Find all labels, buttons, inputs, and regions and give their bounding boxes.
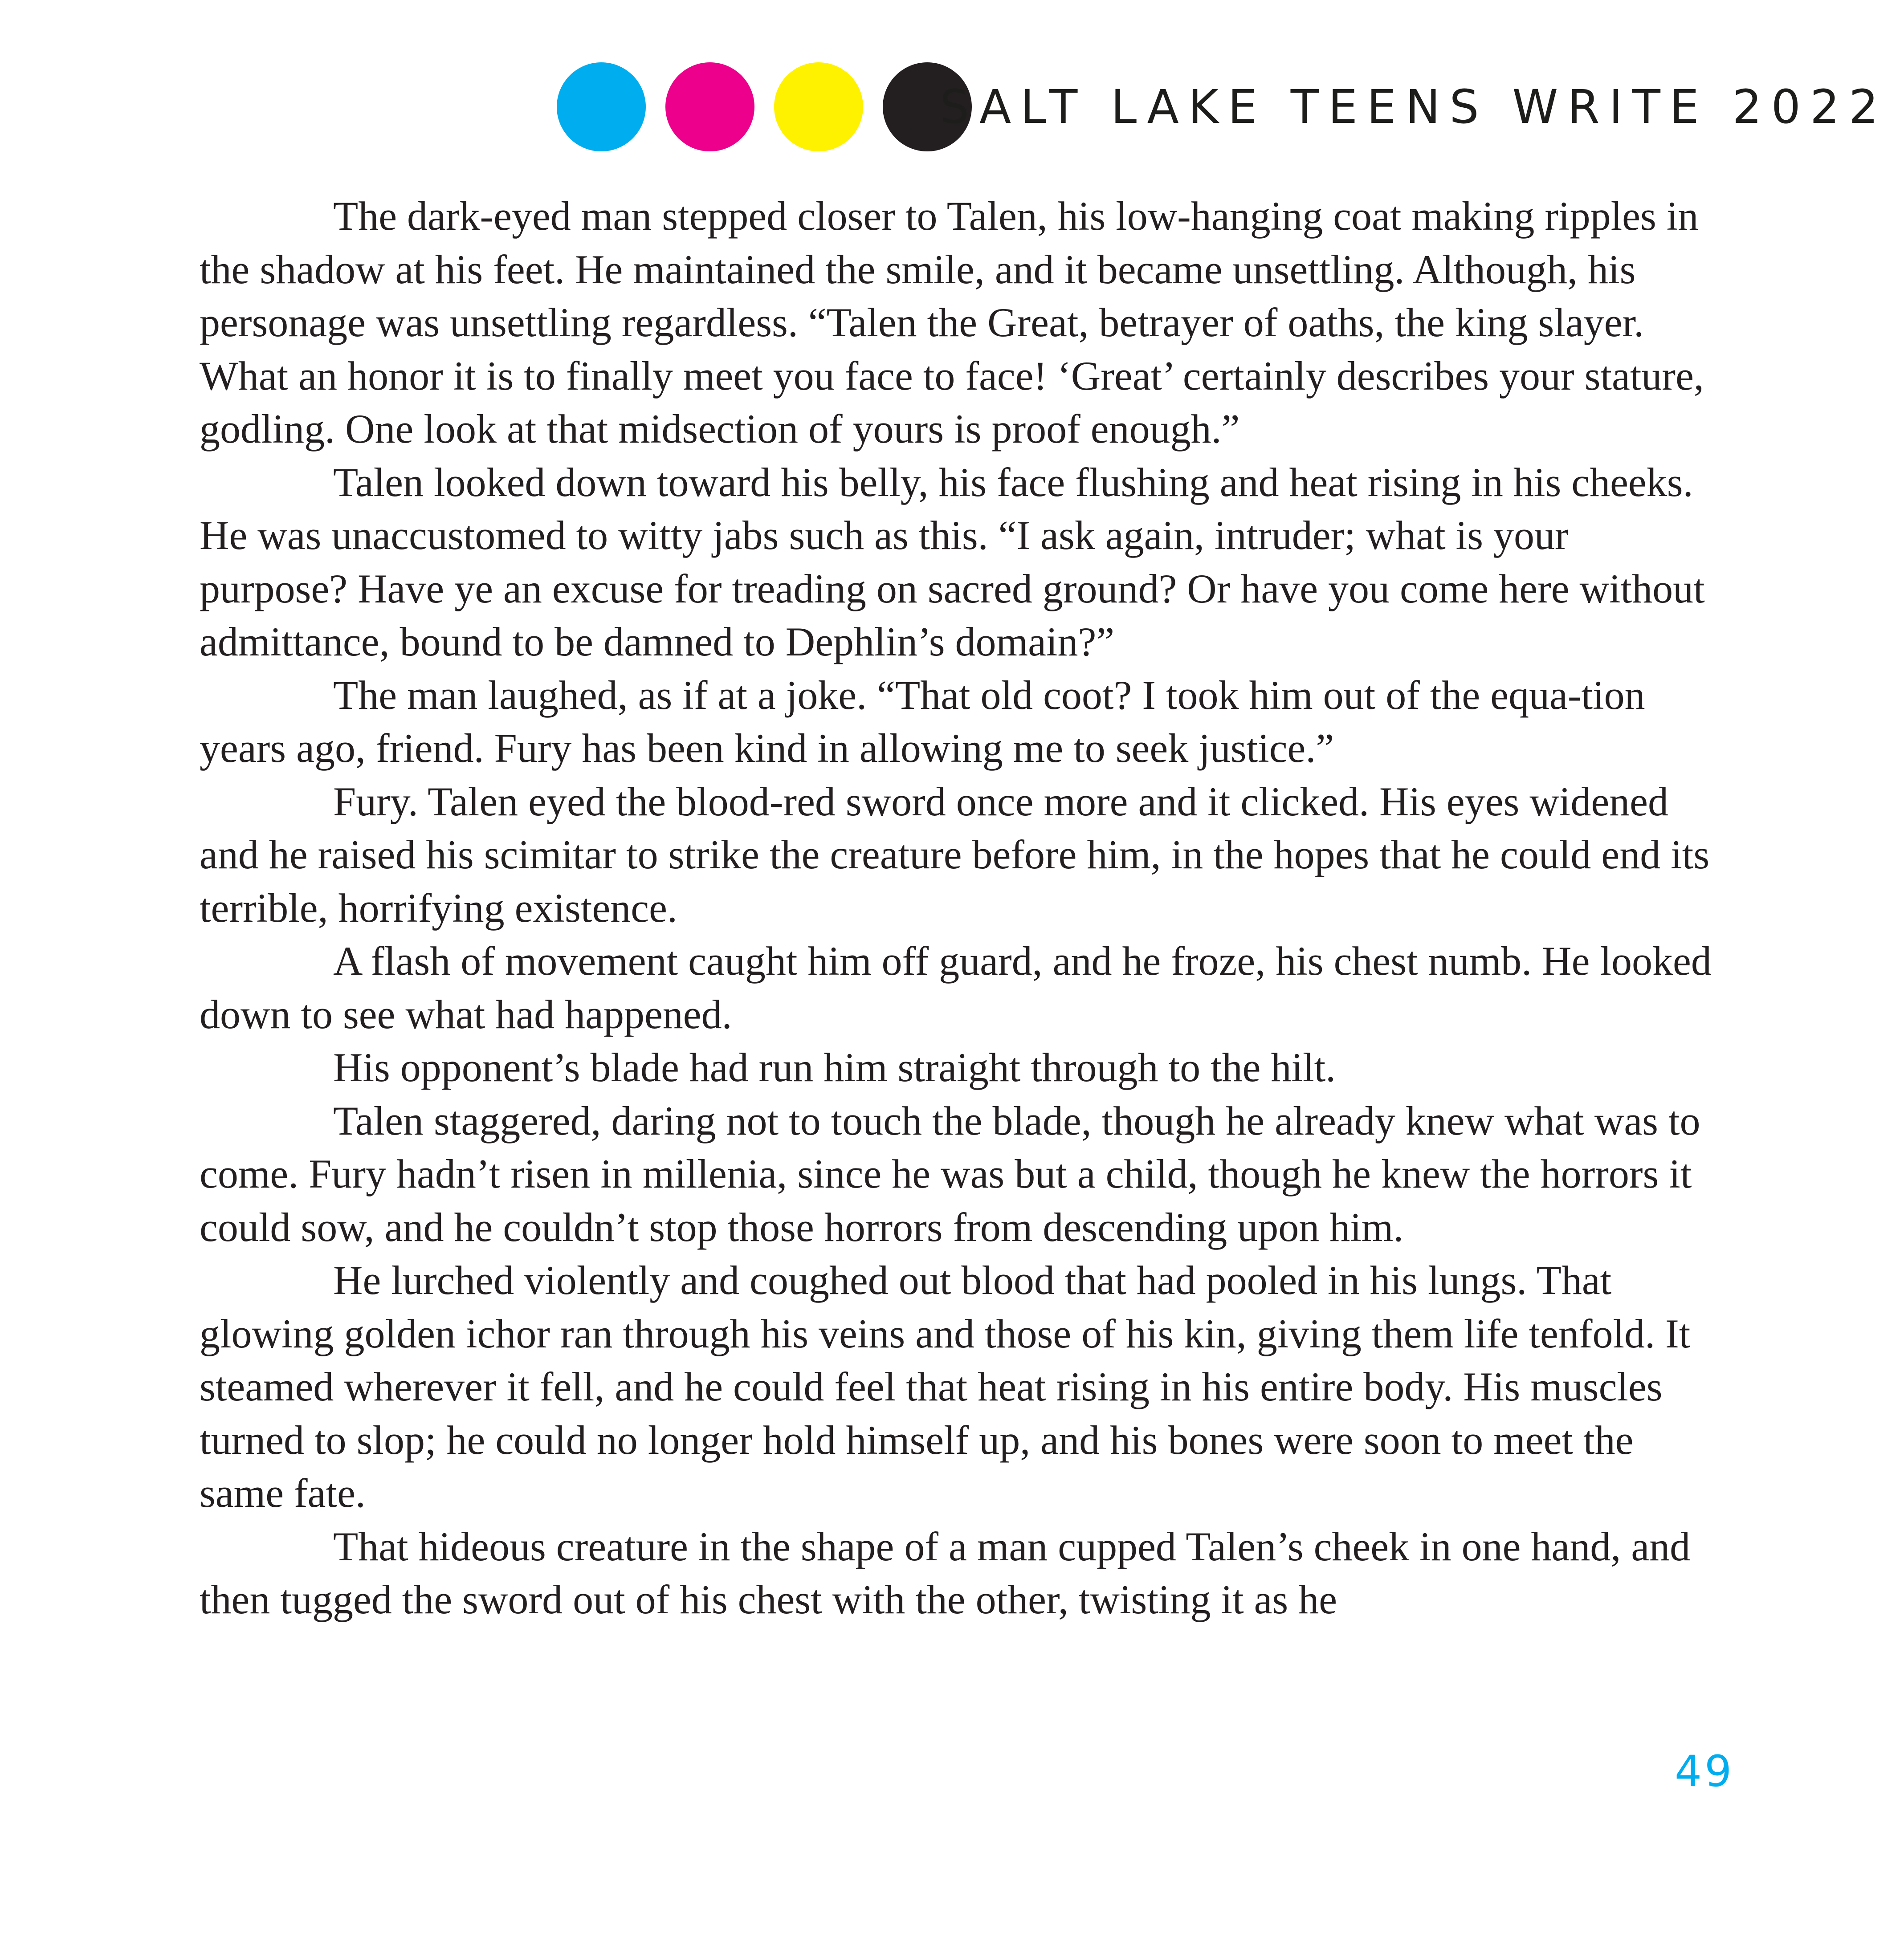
paragraph: A flash of movement caught him off guard, and he froze, his chest numb. He looked down to see what had happened. <box>200 938 1712 1037</box>
paragraph: That hideous creature in the shape of a man cupped Talen’s cheek in one hand, and then tugged the sword out of his chest with the other, twisting it as he <box>200 1523 1691 1622</box>
paragraph: His opponent’s blade had run him straight through to the hilt. <box>333 1045 1336 1090</box>
paragraph: Talen staggered, daring not to touch the blade, though he already knew what was to come. Fury hadn’t risen in millenia, since he was but a child, though he knew the horrors it could sow, and he couldn’t stop those horrors from descending upon him. <box>200 1098 1700 1250</box>
cyan-dot <box>557 62 646 151</box>
header-title: SALT LAKE TEENS WRITE 2022 <box>940 80 1888 134</box>
yellow-dot <box>774 62 863 151</box>
paragraph: The dark-eyed man stepped closer to Talen, his low-hanging coat making ripples in the shadow at his feet. He maintained the smile, and it became unsettling. Although, his personage was unsettling regardless. “Talen the Great, betrayer of oaths, the king slayer. What an honor it is to finally meet you face to face! ‘Great’ certainly describes your stature, godling. One look at that midsection of yours is proof enough.” <box>200 193 1704 452</box>
paragraph: Fury. Talen eyed the blood-red sword once more and it clicked. His eyes widened and he raised his scimitar to strike the creature before him, in the hopes that he could end its terrible, horrifying existence. <box>200 778 1710 931</box>
paragraph: The man laughed, as if at a joke. “That old coot? I took him out of the equa-tion years ago, friend. Fury has been kind in allowing me to seek justice.” <box>200 672 1645 771</box>
page-number: 49 <box>1675 1746 1735 1796</box>
story-body <box>200 190 1714 1627</box>
page-header <box>557 62 1888 160</box>
magenta-dot <box>665 62 754 151</box>
paragraph: Talen looked down toward his belly, his face flushing and heat rising in his cheeks. He was unaccustomed to witty jabs such as this. “I ask again, intruder; what is your purpose? Have ye an excuse for treading on sacred ground? Or have you come here without admittance, bound to be damned to Dephlin’s domain?” <box>200 459 1705 664</box>
paragraph: He lurched violently and coughed out blood that had pooled in his lungs. That glowing golden ichor ran through his veins and those of his kin, giving them life tenfold. It steamed wherever it fell, and he could feel that heat rising in his entire body. His muscles turned to slop; he could no longer hold himself up, and his bones were soon to meet the same fate. <box>200 1257 1691 1516</box>
